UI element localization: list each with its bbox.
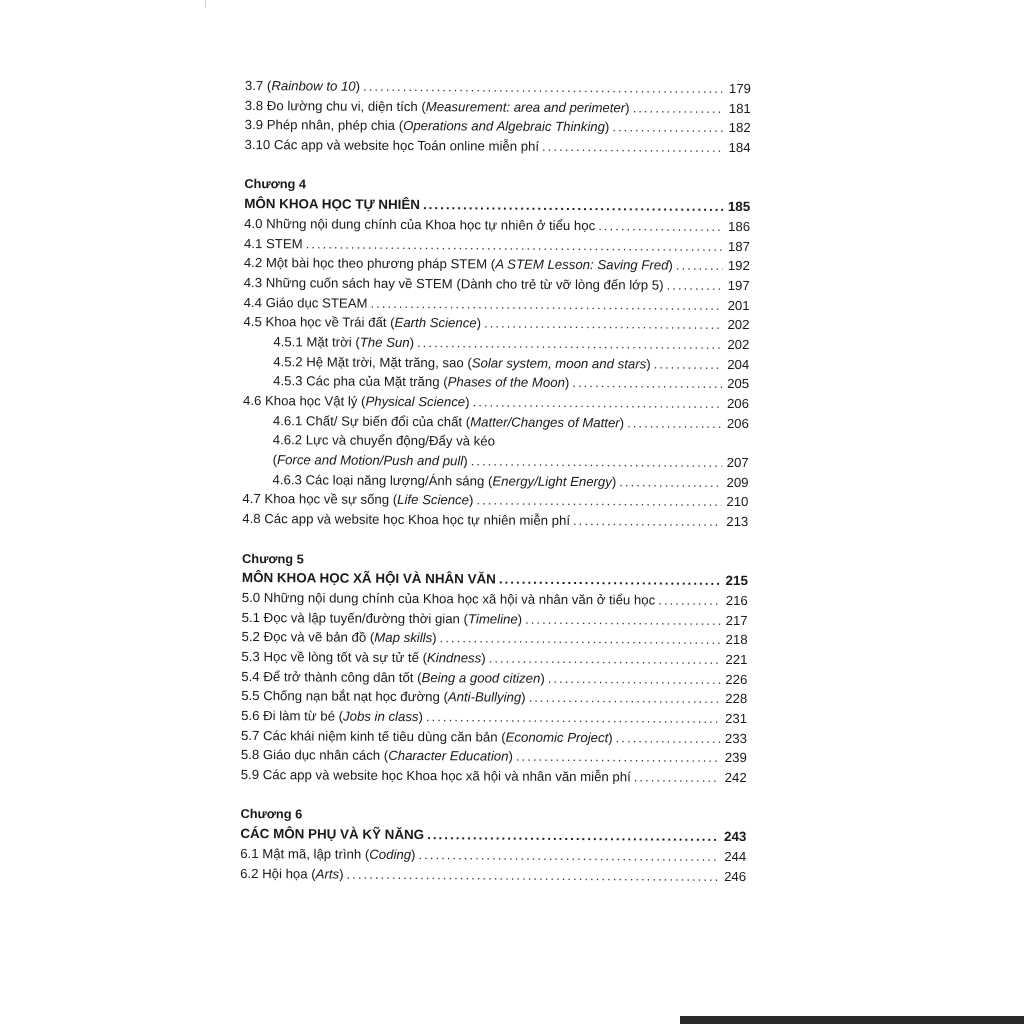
page-number: 218	[725, 632, 748, 648]
section-title: Học về lòng tốt và sự tử tế	[263, 649, 423, 666]
page-number: 244	[724, 848, 747, 864]
section-title: Một bài học theo phương pháp STEM	[265, 255, 491, 272]
section-number: 4.6	[242, 392, 262, 409]
section-title: Các loại năng lượng/Ánh sáng	[305, 472, 489, 489]
toc-entry-label	[244, 293, 368, 313]
dot-leader	[426, 707, 720, 728]
page-number: 246	[724, 868, 747, 884]
dot-leader	[619, 472, 721, 492]
section-english-title: Earth Science	[394, 315, 477, 331]
dot-leader	[616, 728, 720, 748]
section-number: 5.2	[241, 629, 260, 645]
page-edge-mark	[205, 0, 206, 8]
toc-entry-label	[242, 509, 570, 531]
dot-leader	[542, 137, 724, 158]
dot-leader	[612, 118, 723, 138]
section-number: 4.7	[242, 491, 261, 507]
section-title: Lực và chuyển động/Đẩy và kéo	[305, 432, 496, 449]
section-number: 3.7	[244, 77, 264, 94]
page-number: 192	[727, 258, 750, 274]
dot-leader	[516, 747, 720, 768]
dot-leader	[346, 864, 719, 886]
section-number: 5.9	[240, 767, 260, 783]
page-number: 205	[727, 376, 750, 392]
dot-leader	[499, 570, 721, 591]
section-number: 4.4	[243, 294, 263, 310]
page-number: 233	[724, 730, 748, 746]
page-number: 239	[724, 750, 747, 766]
toc-entry-label	[241, 765, 631, 787]
dot-leader	[654, 354, 723, 374]
section-number: 3.8	[244, 97, 264, 113]
dot-leader	[548, 668, 721, 689]
section-number: 5.7	[240, 727, 260, 743]
section-title: Mật mã, lập trình	[262, 845, 365, 862]
page-number: 221	[725, 651, 748, 668]
section-title: Mặt trời	[306, 334, 356, 350]
page-number: 213	[726, 514, 749, 530]
section-title: Chống nạn bắt nạt học đường	[263, 688, 444, 705]
page-number: 210	[726, 494, 749, 510]
section-number: 5.4	[241, 668, 260, 684]
dot-leader	[484, 314, 723, 335]
toc-entry-label: 5.6 Đi làm từ bé (Jobs in class)	[241, 707, 423, 725]
section-english-title: Timeline	[467, 610, 518, 627]
section-number: 4.0	[244, 215, 263, 231]
toc-entry-label	[244, 233, 303, 253]
chapter-page-number: 215	[725, 573, 748, 589]
section-english-title: Solar system, moon and stars	[471, 355, 647, 372]
chapter-label: Chương 5	[242, 550, 304, 566]
section-english-title: The Sun	[359, 334, 410, 350]
section-title: Khoa học về sự sống	[264, 491, 393, 508]
section-number: 4.2	[243, 255, 263, 271]
section-title: Những nội dung chính của Khoa học xã hội và nhân văn ở tiểu học	[263, 589, 656, 608]
toc-entry-label: 4.7 Khoa học về sự sống (Life Science)	[242, 491, 474, 508]
toc-entry-label	[273, 431, 495, 452]
section-number: 4.5.2	[273, 353, 303, 369]
page-bottom-shadow	[680, 1016, 1024, 1024]
toc-entry-label: (Force and Motion/Push and pull)	[272, 452, 468, 469]
dot-leader	[306, 234, 723, 256]
toc-entry-label	[244, 273, 664, 295]
page-number: 184	[728, 140, 751, 156]
section-number: 5.1	[241, 609, 261, 625]
section-number: 4.3	[243, 274, 263, 290]
page-number: 206	[726, 395, 750, 412]
section-number: 6.1	[240, 845, 259, 861]
section-number: 4.6.3	[272, 471, 302, 488]
page-number: 202	[727, 317, 750, 333]
page-number: 231	[725, 710, 748, 727]
toc-entry-label: 5.2 Đọc và vẽ bản đồ (Map skills)	[241, 629, 437, 646]
dot-leader	[598, 216, 723, 236]
page-number: 201	[727, 297, 750, 313]
section-english-title: A STEM Lesson: Saving Fred	[495, 256, 669, 273]
page-number: 197	[727, 277, 750, 293]
section-title: Các khái niệm kinh tế tiêu dùng căn bản	[262, 727, 502, 745]
section-english-title: Jobs in class	[342, 708, 419, 725]
section-english-title: Arts	[315, 865, 340, 882]
page-number: 181	[728, 100, 751, 116]
section-english-title: Being a good citizen	[421, 669, 541, 686]
page-number: 206	[726, 415, 749, 431]
section-title: Phép nhân, phép chia	[266, 117, 399, 134]
page-number: 204	[727, 356, 750, 372]
toc-entry-label: 4.6 Khoa học Vật lý (Physical Science)	[242, 392, 470, 410]
section-english-title: Character Education	[388, 748, 509, 764]
page-number: 187	[727, 238, 751, 254]
toc-entry-label: 3.9 Phép nhân, phép chia (Operations and Algebraic Thinking)	[244, 117, 610, 135]
dot-leader	[418, 845, 719, 867]
dot-leader	[440, 628, 721, 649]
page-number: 209	[726, 474, 749, 490]
dot-leader	[676, 256, 723, 276]
dot-leader	[666, 275, 722, 295]
toc-entry-label: 4.6.1 Chất/ Sự biến đổi của chất (Matter/Changes of Matter)	[272, 412, 625, 431]
section-number: 4.8	[242, 511, 261, 527]
page-number: 207	[726, 455, 749, 471]
dot-leader	[476, 491, 721, 512]
chapter-title: MÔN KHOA HỌC XÃ HỘI VÀ NHÂN VĂN	[241, 570, 496, 587]
toc-entry-label: 4.5.1 Mặt trời (The Sun)	[273, 334, 415, 350]
toc-entry-label: 4.5.2 Hệ Mặt trời, Mặt trăng, sao (Solar system, moon and stars)	[273, 353, 651, 372]
section-title: Những cuốn sách hay về STEM (Dành cho trẻ từ vỡ lòng đến lớp 5)	[265, 275, 664, 293]
table-of-contents	[240, 76, 751, 886]
section-english-title: Rainbow to 10	[271, 78, 356, 94]
toc-entry	[242, 509, 748, 532]
dot-leader	[573, 511, 721, 532]
section-english-title: Force and Motion/Push and pull	[277, 452, 464, 469]
section-number: 4.6.1	[272, 412, 303, 429]
section-title: Khoa học Vật lý	[264, 393, 362, 409]
dot-leader	[417, 333, 722, 355]
section-english-title: Energy/Light Energy	[492, 473, 612, 489]
section-title: Đọc và vẽ bản đồ	[263, 629, 370, 646]
chapter-page-number: 185	[727, 199, 751, 215]
section-number: 4.5.3	[273, 373, 303, 389]
toc-entry-label: 6.1 Mật mã, lập trình (Coding)	[240, 845, 416, 862]
section-number: 3.10	[244, 137, 271, 153]
section-english-title: Operations and Algebraic Thinking	[403, 118, 606, 135]
toc-entry-label: 5.8 Giáo dục nhân cách (Character Education)	[240, 747, 513, 765]
section-number: 5.5	[241, 688, 260, 704]
section-english-title: Map skills	[374, 630, 433, 646]
section-title: Để trở thành công dân tốt	[263, 668, 418, 685]
dot-leader	[363, 77, 724, 99]
section-number: 6.2	[240, 865, 259, 881]
section-title: Hội họa	[262, 865, 312, 881]
toc-entry-label	[245, 135, 540, 157]
section-number: 3.9	[244, 117, 264, 133]
chapter-label: Chương 6	[240, 806, 303, 822]
chapter-page-number: 243	[723, 829, 747, 845]
section-english-title: Kindness	[426, 650, 482, 666]
section-number: 5.0	[241, 589, 261, 605]
section-title: Đo lường chu vi, diện tích	[266, 97, 422, 114]
dot-leader	[471, 451, 722, 472]
section-english-title: Matter/Changes of Matter	[470, 414, 620, 430]
toc-entry-label: 5.3 Học về lòng tốt và sự tử tế (Kindness)	[241, 648, 486, 666]
toc-entry-label: 4.5.3 Các pha của Mặt trăng (Phases of the Moon)	[273, 373, 570, 391]
toc-entry-label	[244, 214, 595, 236]
toc-entry-label: 5.7 Các khái niệm kinh tế tiêu dùng căn bản (Economic Project)	[240, 727, 613, 745]
chapter-label: Chương 4	[244, 176, 307, 192]
dot-leader	[525, 609, 721, 630]
section-english-title: Anti-Bullying	[447, 689, 522, 706]
section-title: Hệ Mặt trời, Mặt trăng, sao	[306, 354, 468, 370]
toc-entry-label: 4.5 Khoa học về Trái đất (Earth Science)	[243, 314, 482, 331]
section-number: 4.5	[243, 314, 262, 330]
section-number: 5.6	[241, 707, 260, 724]
chapter-title: CÁC MÔN PHỤ VÀ KỸ NĂNG	[240, 826, 425, 843]
toc-entry-label: 5.4 Để trở thành công dân tốt (Being a good citizen)	[241, 668, 545, 686]
toc-entry	[240, 863, 746, 886]
section-number: 4.1	[243, 235, 263, 251]
page-number: 182	[728, 120, 751, 136]
section-title: Khoa học về Trái đất	[265, 314, 391, 331]
section-title: Đi làm từ bé	[263, 708, 339, 724]
page-number: 217	[725, 612, 748, 628]
section-title: Giáo dục STEAM	[265, 294, 368, 311]
section-number: 5.8	[240, 747, 260, 763]
toc-entry	[245, 135, 751, 158]
section-title: Giáo dục nhân cách	[262, 747, 384, 764]
page-number: 179	[728, 80, 751, 97]
section-english-title: Physical Science	[365, 393, 466, 410]
section-english-title: Coding	[369, 846, 412, 862]
section-title: Những nội dung chính của Khoa học tự nhiên ở tiểu học	[266, 215, 596, 233]
chapter-title: MÔN KHOA HỌC TỰ NHIÊN	[244, 196, 421, 213]
dot-leader	[370, 293, 722, 315]
section-title: Các app và website học Khoa học xã hội và nhân văn miễn phí	[262, 767, 631, 785]
page-number: 202	[727, 336, 750, 353]
page-number: 186	[728, 218, 751, 234]
dot-leader	[427, 825, 719, 846]
section-title: Các app và website học Khoa học tự nhiên miễn phí	[264, 511, 571, 529]
dot-leader	[658, 590, 721, 610]
dot-leader	[489, 648, 721, 669]
section-title: Chất/ Sự biến đổi của chất	[305, 413, 466, 430]
dot-leader	[634, 767, 720, 787]
toc-entry-label: 3.7 (Rainbow to 10)	[244, 77, 361, 94]
section-english-title: Economic Project	[505, 729, 609, 745]
page-number: 228	[725, 691, 748, 707]
toc-entry-label: 3.8 Đo lường chu vi, diện tích (Measurement: area and perimeter)	[244, 97, 630, 116]
dot-leader	[572, 373, 722, 394]
page-number: 226	[725, 671, 748, 687]
section-title: Các pha của Mặt trăng	[306, 373, 444, 390]
dot-leader	[473, 392, 723, 413]
dot-leader	[633, 98, 724, 118]
toc-entry-label: 6.2 Hội họa (Arts)	[240, 865, 344, 882]
section-number: 5.3	[241, 648, 260, 665]
section-english-title: Life Science	[397, 492, 470, 508]
dot-leader	[627, 413, 722, 433]
section-title: Các app và website học Toán online miễn phí	[273, 137, 540, 154]
toc-entry	[241, 765, 747, 788]
page-number: 216	[725, 592, 748, 608]
toc-entry-label	[242, 588, 656, 610]
toc-entry-label: 5.5 Chống nạn bắt nạt học đường (Anti-Bullying)	[241, 688, 526, 706]
section-number: 4.6.2	[272, 432, 303, 448]
section-title: Đọc và lập tuyến/đường thời gian	[263, 609, 464, 626]
toc-entry-label: 4.6.3 Các loại năng lượng/Ánh sáng (Energy/Light Energy)	[272, 471, 617, 490]
toc-entry-label: 4.2 Một bài học theo phương pháp STEM (A STEM Lesson: Saving Fred)	[243, 255, 673, 273]
page-number: 242	[724, 770, 747, 786]
section-number: 4.5.1	[273, 334, 303, 350]
toc-entry-label: 5.1 Đọc và lập tuyến/đường thời gian (Timeline)	[241, 609, 523, 627]
section-english-title: Phases of the Moon	[447, 374, 565, 391]
dot-leader	[529, 688, 721, 709]
section-english-title: Measurement: area and perimeter	[425, 98, 626, 116]
dot-leader	[423, 195, 723, 217]
section-title: STEM	[265, 235, 303, 251]
